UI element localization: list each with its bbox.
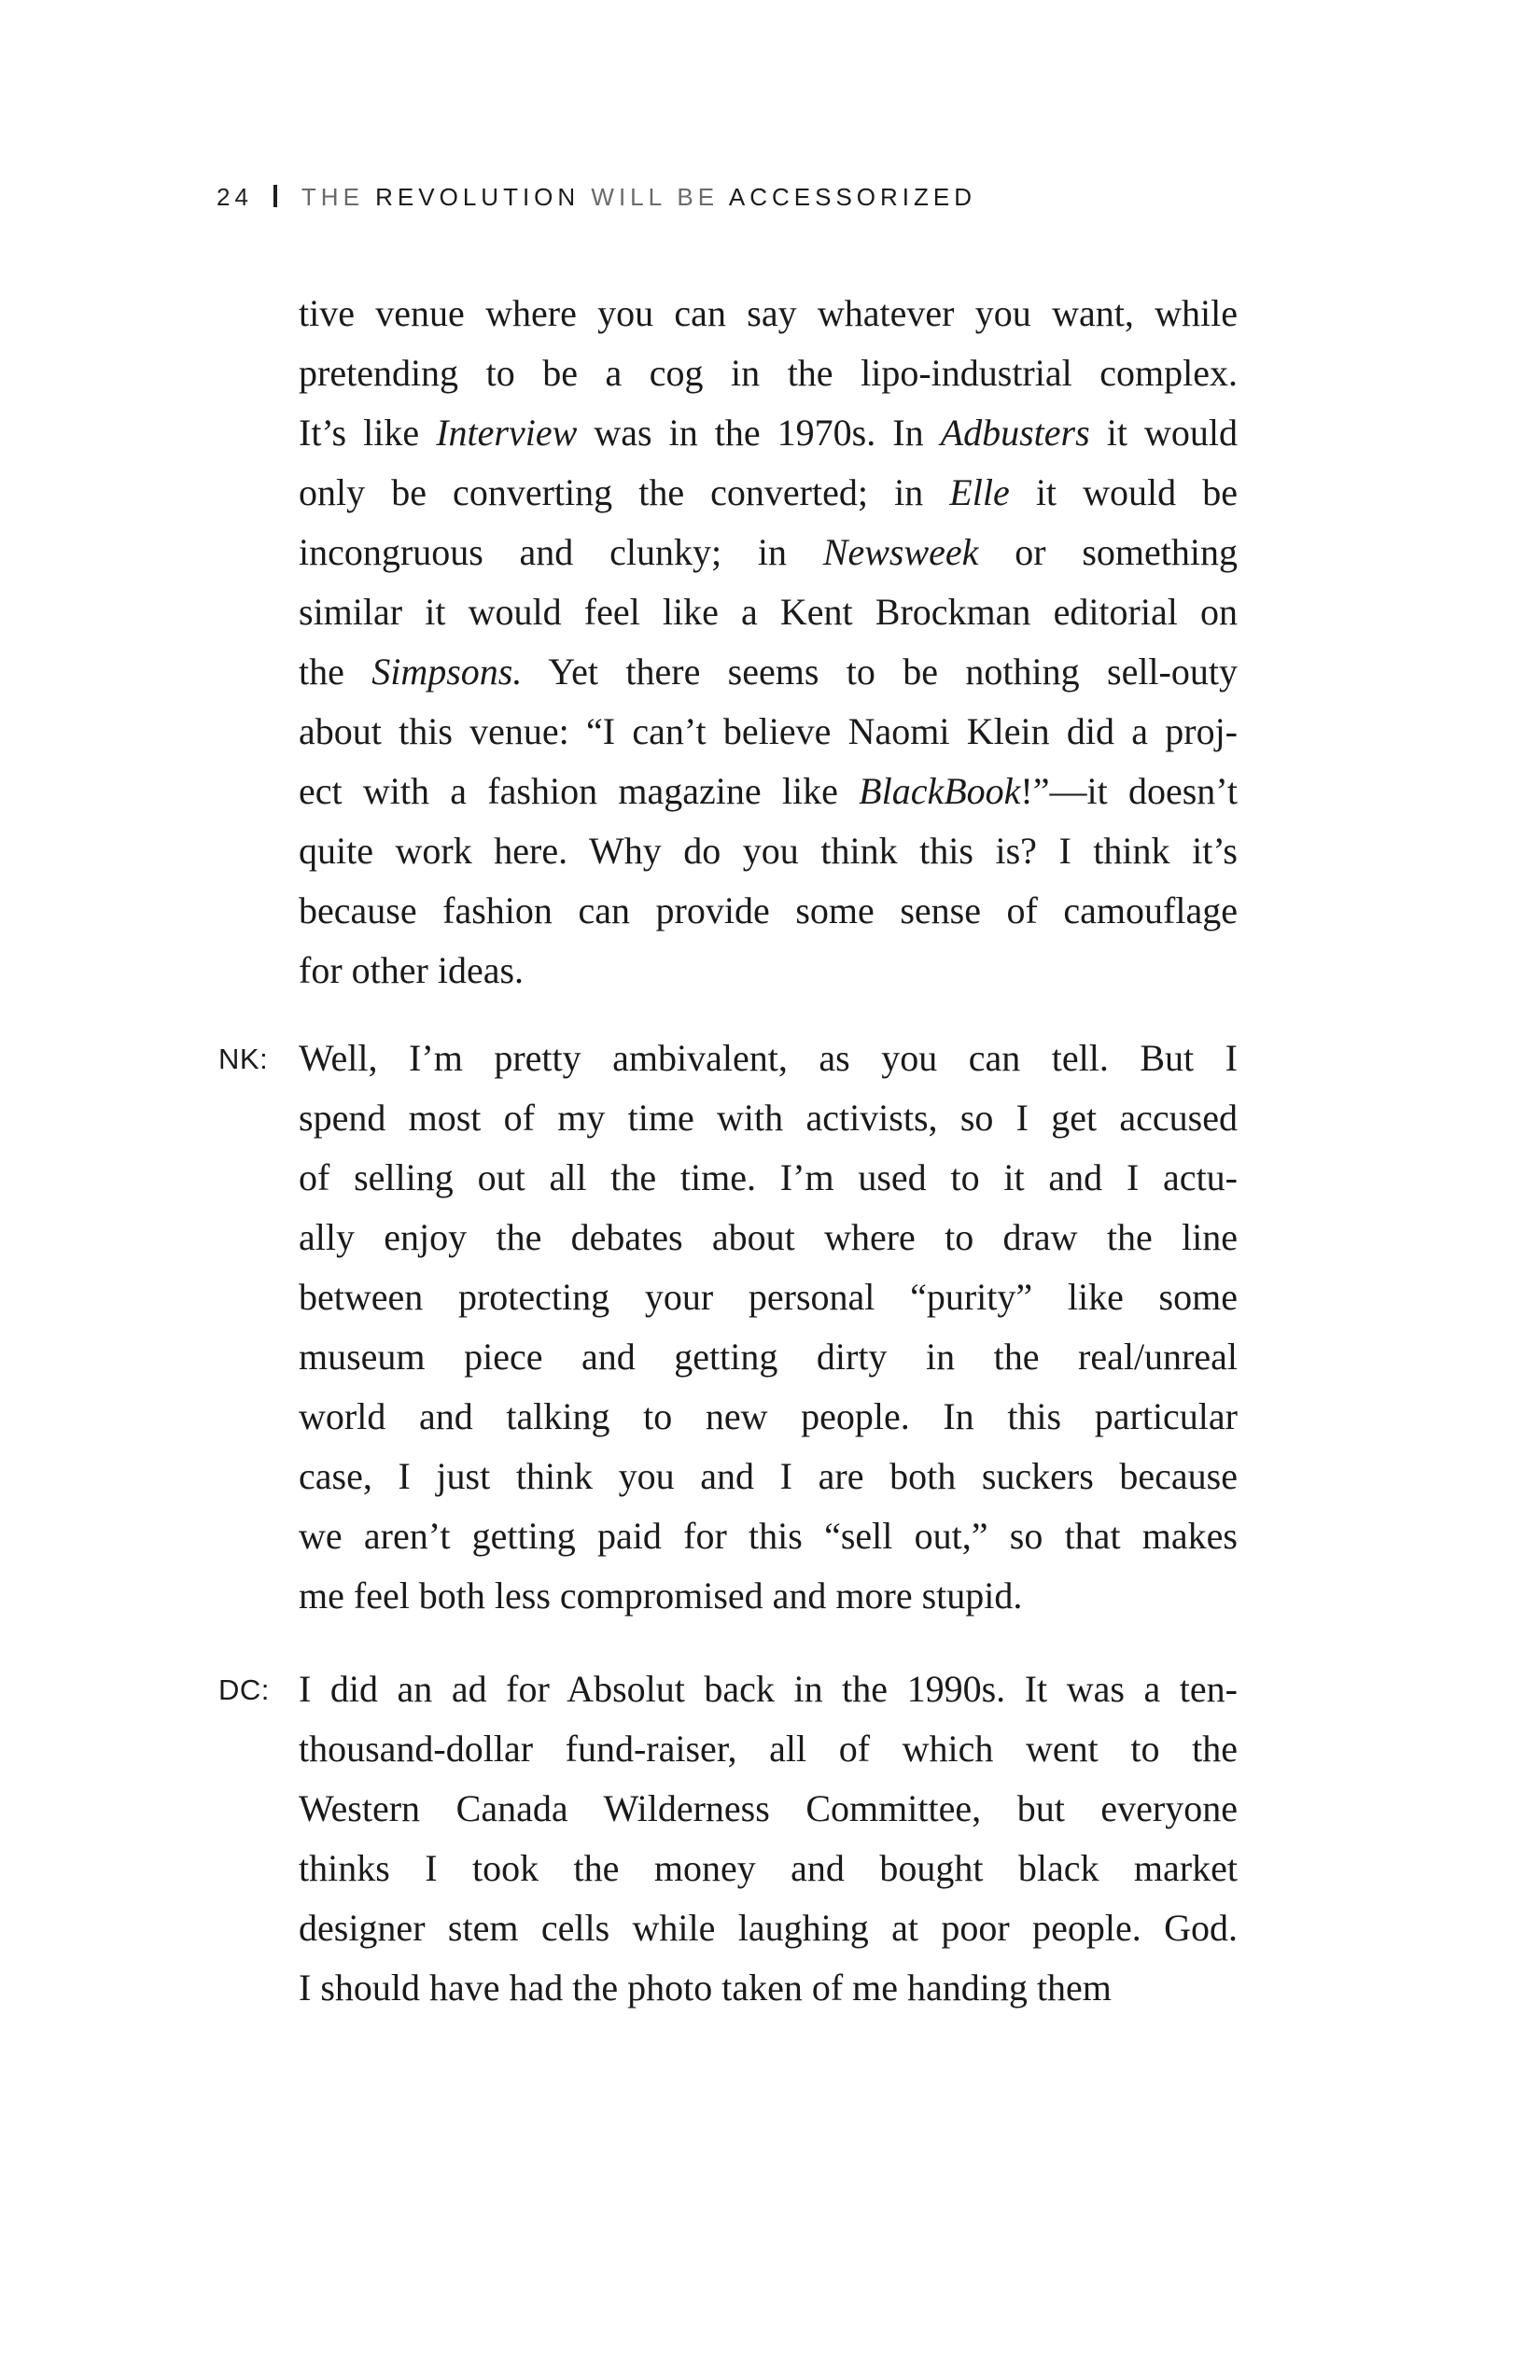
text-line: thousand-dollar fund-raiser, all of which went to the [299,1728,1238,1770]
text-line: I did an ad for Absolut back in the 1990s. It was a ten- [299,1668,1238,1710]
text-line: I should have had the photo taken of me handing them [299,1967,1112,2009]
text-line: pretending to be a cog in the lipo-industrial complex. [299,352,1238,394]
text-line: case, I just think you and I are both suckers because [299,1455,1238,1497]
speaker-label-nk: NK: [218,1043,269,1075]
text-line: tive venue where you can say whatever you want, while [299,292,1238,334]
text-line: incongruous and clunky; in Newsweek or something [299,531,1238,573]
dc-paragraph [299,1659,1238,2018]
italic-title: Simpsons. [371,651,523,693]
text-line: thinks I took the money and bought black market [299,1847,1238,1889]
text-line: Western Canada Wilderness Committee, but everyone [299,1787,1238,1829]
text-line: similar it would feel like a Kent Brockman editorial on [299,591,1238,633]
text-line: of selling out all the time. I’m used to it and I actu- [299,1156,1238,1198]
page-number: 24 [217,183,253,211]
italic-title: BlackBook [859,770,1021,812]
italic-title: Adbusters [940,412,1090,454]
text-line: me feel both less compromised and more stupid. [299,1575,1023,1617]
text-line: designer stem cells while laughing at poor people. God. [299,1907,1238,1949]
speaker-label-dc: DC: [218,1673,270,1706]
italic-title: Newsweek [822,531,979,573]
text-line: about this venue: “I can’t believe Naomi Klein did a proj- [299,710,1238,752]
italic-title: Elle [949,471,1010,513]
text-line: museum piece and getting dirty in the real/unreal [299,1336,1238,1378]
text-line: world and talking to new people. In this particular [299,1395,1238,1437]
text-line: It’s like Interview was in the 1970s. In Adbusters it would [299,412,1239,454]
text-line: ally enjoy the debates about where to draw the line [299,1216,1238,1258]
text-line: the Simpsons. Yet there seems to be nothing sell-outy [299,651,1238,693]
question-paragraph [299,284,1238,1001]
header-title-word-3: WILL BE [591,183,720,211]
text-line: between protecting your personal “purity” like some [299,1276,1238,1318]
header-separator-bar [273,185,277,207]
text-line: only be converting the converted; in Elle it would be [299,471,1238,513]
header-title-word-2: REVOLUTION [375,183,581,211]
text-line: for other ideas. [299,949,525,991]
text-line: we aren’t getting paid for this “sell out,” so that makes [299,1515,1238,1557]
header-title-word-1: THE [301,183,364,211]
italic-title: Interview [436,412,578,454]
text-line: Well, I’m pretty ambivalent, as you can tell. But I [299,1037,1238,1079]
nk-answer-paragraph [299,1029,1238,1626]
text-line: ect with a fashion magazine like BlackBook!”—it doesn’t [299,770,1238,812]
running-header [217,183,976,212]
text-line: spend most of my time with activists, so I get accused [299,1097,1238,1139]
header-title-word-4: ACCESSORIZED [728,183,977,211]
text-line: quite work here. Why do you think this is? I think it’s [299,830,1238,872]
text-line: because fashion can provide some sense of camouflage [299,889,1238,931]
